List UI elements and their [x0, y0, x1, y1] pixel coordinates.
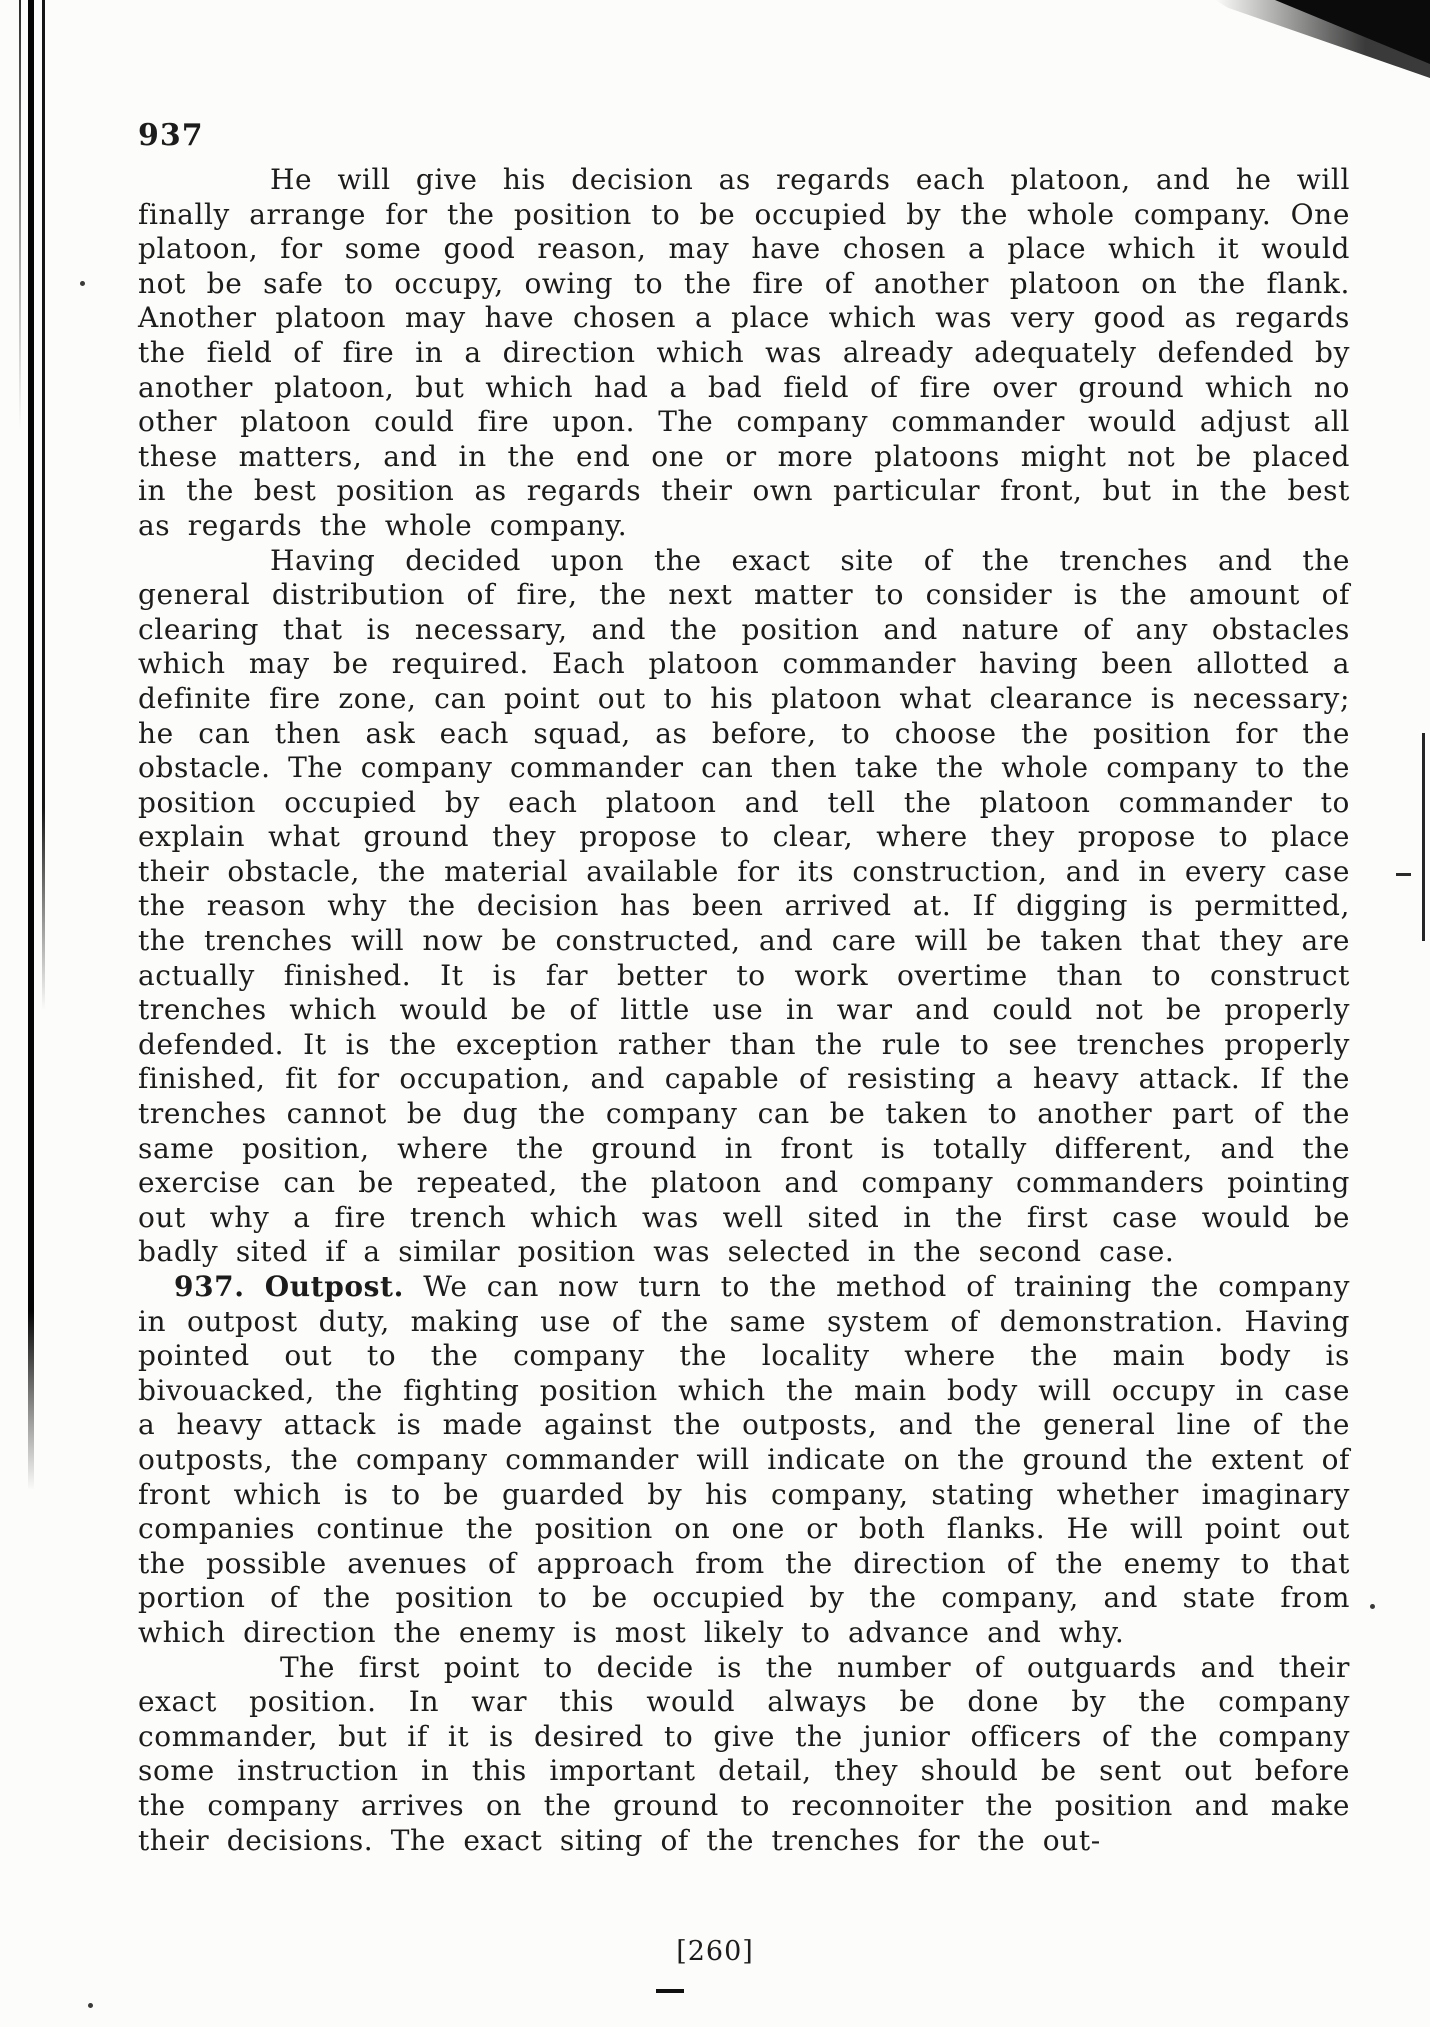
- paragraph-outguards: The first point to decide is the number of outguards and their exact position. In war this would always be done by the company commander, but if it is desired to give the junior officers of the company some instruction in this important detail, they should be sent out before the company arrives on the ground to reconnoiter the position and make their decisions. The exact siting of the trenches for the out-: [138, 1650, 1350, 1857]
- paragraph-decision: He will give his decision as regards each platoon, and he will finally arrange for the position to be occupied by the whole company. One platoon, for some good reason, may have chosen a place which it would not be safe to occupy, owing to the fire of another platoon on the flank. Another platoon may have chosen a place which was very good as regards the field of fire in a direction which was already adequately defended by another platoon, but which had a bad field of fire over ground which no other platoon could fire upon. The company commander would adjust all these matters, and in the end one or more platoons might not be placed in the best position as regards their own particular front, but in the best as regards the whole company.: [138, 163, 1350, 542]
- scan-artifact-binding-line: [28, 0, 34, 1490]
- scan-artifact-dash: [1396, 873, 1411, 876]
- scan-artifact-corner-fold: [1275, 0, 1430, 64]
- scan-artifact-dash: [656, 1989, 684, 1993]
- section-heading-outpost: 937. Outpost.: [174, 1270, 404, 1303]
- paragraph-clearing: Having decided upon the exact site of the trenches and the general distribution of fire, the next matter to consider is the amount of clearing that is necessary, and the position and nature of any obstacles which may be required. Each platoon commander having been allotted a definite fire zone, can point out to his platoon what clearance is necessary; he can then ask each squad, as before, to choose the position for the obstacle. The company commander can then take the whole company to the position occupied by each platoon and tell the platoon commander to explain what ground they propose to clear, where they propose to place their obstacle, the material available for its construction, and in every case the reason why the decision has been arrived at. If digging is permitted, the trenches will now be constructed, and care will be taken that they are actually finished. It is far better to work overtime than to construct trenches which would be of little use in war and could not be properly defended. It is the exception rather than the rule to see trenches properly finished, fit for occupation, and capable of resisting a heavy attack. If the trenches cannot be dug the company can be taken to another part of the same position, where the ground in front is totally different, and the exercise can be repeated, the platoon and company commanders pointing out why a fire trench which was well sited in the first case would be badly sited if a similar position was selected in the second case.: [138, 543, 1350, 1269]
- paragraph-outpost-text: We can now turn to the method of training the company in outpost duty, making use of the same system of demonstration. Having pointed out to the company the locality where the main body is bivouacked, the fighting position which the main body will occupy in case a heavy attack is made against the outposts, and the general line of the outposts, the company commander will indicate on the ground the extent of front which is to be guarded by his company, stating whether imaginary companies continue the position on one or both flanks. He will point out the possible avenues of approach from the direction of the enemy to that portion of the position to be occupied by the company, and state from which direction the enemy is most likely to advance and why.: [138, 1270, 1350, 1649]
- scan-artifact-speck: [88, 2003, 93, 2008]
- scan-artifact-speck: [1370, 1604, 1375, 1609]
- scan-artifact-corner-shadow: [1215, 0, 1430, 78]
- scan-artifact-page-edge-line: [1422, 733, 1425, 941]
- page-footer: [260]: [676, 1936, 754, 1967]
- scan-artifact-binding-line: [19, 0, 21, 430]
- page-number: 937: [138, 118, 204, 153]
- scan-artifact-binding-line: [42, 0, 45, 1010]
- scan-artifact-speck: [80, 281, 85, 286]
- paragraph-outpost: [138, 1270, 1350, 1651]
- text-block: [138, 163, 1350, 1858]
